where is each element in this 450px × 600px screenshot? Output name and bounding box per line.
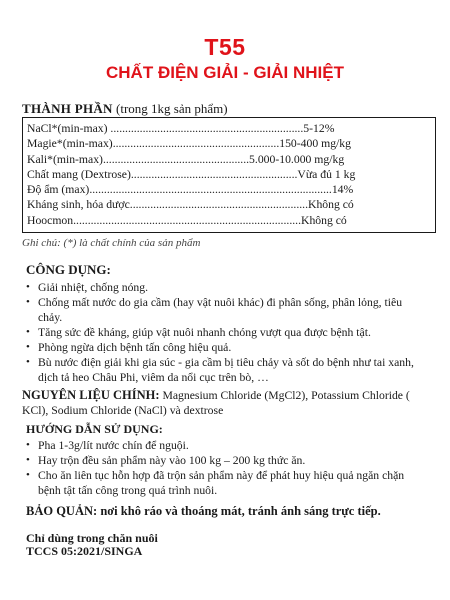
- composition-row: [27, 213, 429, 228]
- composition-value: 14%: [331, 183, 354, 197]
- uses-list: [26, 280, 426, 385]
- composition-label: Kali*(min-max): [27, 152, 103, 166]
- composition-value: Vừa đủ 1 kg: [297, 167, 356, 181]
- leader-dots: .........................................................: [130, 167, 298, 181]
- composition-title: THÀNH PHẦN: [22, 101, 113, 116]
- composition-label: Hoocmon: [27, 213, 74, 227]
- composition-value: Không có: [301, 213, 347, 227]
- composition-row: [27, 136, 429, 151]
- composition-row: [27, 182, 429, 197]
- composition-label: Độ ẩm (max): [27, 183, 90, 197]
- storage-heading: BẢO QUẢN:: [26, 504, 98, 518]
- composition-label: NaCl*(min-max): [27, 122, 108, 135]
- usage-heading: HƯỚNG DẪN SỬ DỤNG:: [26, 422, 163, 436]
- leader-dots: ...................................................................................: [89, 183, 332, 197]
- list-item: • Tăng sức đề kháng, giúp vật nuôi nhanh chóng vượt qua được bệnh tật.: [26, 325, 426, 340]
- storage-text: nơi khô ráo và thoáng mát, tránh ánh sáng trực tiếp.: [100, 504, 381, 518]
- list-item: • Hay trộn đều sản phẩm này vào 100 kg – 200 kg thức ăn.: [26, 453, 426, 468]
- list-item: • Chống mất nước do gia cầm (hay vật nuôi khác) đi phân sống, phân lỏng, tiêu chảy.: [26, 295, 426, 325]
- composition-row: [27, 152, 429, 167]
- leader-dots: ..................................................................: [107, 122, 304, 135]
- leader-dots: .............................................................: [129, 198, 308, 212]
- leader-dots: .........................................................: [112, 137, 280, 151]
- composition-row: [27, 121, 429, 136]
- list-item: • Bù nước điện giải khi gia súc - gia cầm bị tiêu chảy và sốt do bệnh như tai xanh, dịch tả heo Châu Phi, viêm da nổi cục trên bò, …: [26, 355, 426, 385]
- composition-value: Không có: [308, 198, 354, 212]
- usage-restriction: Chỉ dùng trong chăn nuôi: [26, 531, 158, 545]
- ingredients-text: Magnesium Chloride (MgCl2), Potassium Chloride ( KCl), Sodium Chloride (NaCl) và dextrose: [22, 389, 410, 417]
- ingredients-block: [22, 388, 427, 418]
- leader-dots: ..................................................: [102, 152, 250, 166]
- leader-dots: ..............................................................................: [73, 213, 301, 227]
- list-item: • Pha 1-3g/lít nước chín để nguội.: [26, 438, 426, 453]
- composition-value: 5.000-10.000 mg/kg: [249, 152, 345, 166]
- composition-label: Magie*(min-max): [27, 137, 113, 151]
- product-code: T55: [204, 34, 246, 60]
- composition-label: Chất mang (Dextrose): [27, 167, 131, 181]
- composition-subtitle: (trong 1kg sản phẩm): [116, 101, 228, 116]
- composition-value: 150-400 mg/kg: [279, 137, 351, 151]
- composition-row: [27, 197, 429, 212]
- composition-heading: [22, 101, 228, 117]
- list-item: • Giải nhiệt, chống nóng.: [26, 280, 426, 295]
- composition-note: Ghi chú: (*) là chất chính của sản phẩm: [22, 237, 201, 249]
- ingredients-heading: NGUYÊN LIỆU CHÍNH:: [22, 388, 160, 402]
- composition-label: Kháng sinh, hóa dược: [27, 198, 130, 212]
- list-item: • Cho ăn liên tục hỗn hợp đã trộn sản phẩm này để phát huy hiệu quả ngăn chặn bệnh tật tấn công trong quá trình nuôi.: [26, 468, 426, 498]
- storage-block: [26, 503, 431, 519]
- composition-value: 5-12%: [303, 122, 335, 135]
- composition-row: [27, 167, 429, 182]
- usage-list: [26, 438, 426, 498]
- product-name: CHẤT ĐIỆN GIẢI - GIẢI NHIỆT: [106, 63, 344, 82]
- composition-table: [22, 117, 436, 233]
- uses-heading: CÔNG DỤNG:: [26, 262, 111, 277]
- standard-code: TCCS 05:2021/SINGA: [26, 544, 143, 558]
- list-item: • Phòng ngừa dịch bệnh tấn công hiệu quả.: [26, 340, 426, 355]
